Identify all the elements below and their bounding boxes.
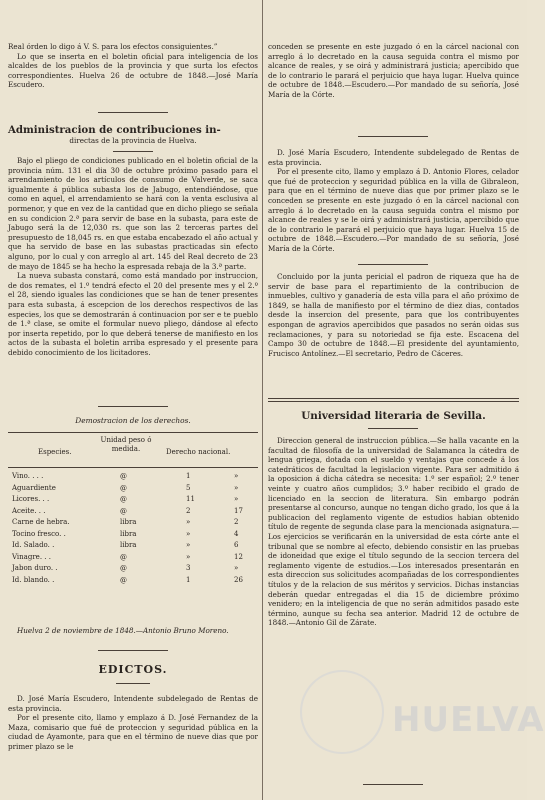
unidad-cell: @: [120, 472, 127, 480]
table-row: [8, 518, 258, 527]
maravedis-cell: »: [234, 472, 239, 480]
section-rule: [98, 406, 168, 407]
univ-body: [268, 436, 519, 628]
unidad-cell: @: [120, 575, 127, 584]
edictos-heading: [8, 664, 258, 676]
especie-cell: Tocino fresco. .: [12, 529, 66, 538]
table-header: [8, 434, 258, 466]
unidad-cell: @: [120, 483, 127, 492]
maravedis-cell: »: [234, 483, 239, 492]
reales-cell: 3: [186, 564, 191, 572]
intro-paragraph: Lo que se inserta en el boletin oficial para inteligencia de los alcaldes de los pueblos de la provincia y que surta los efectos correspondientes. Huelva 26 de octubre de 1848.—José María Escudero.: [8, 51, 258, 90]
section-rule: [98, 112, 168, 113]
section-rule: [116, 683, 150, 684]
especie-cell: Carne de hebra.: [12, 518, 70, 526]
reales-cell: 2: [186, 506, 191, 515]
admin-paragraph: La nueva subasta constará, como está mandado por instruccion, de dos remates, el 1.º tendrá efecto el 20 del presente mes y el 2.º el 28, siendo iguales las condiciones que se han de tener presentes para esta subasta, á escepcion de los derechos respectivos de las especies, los que se demostrarán á continuacion por ser e te pueblo de 1.ª clase, se omite el formular nuevo pliego, dándose al efecto por inserta repetido, por lo que deberá tenerse de manifiesto en los actos de la subasta el boletin arriba espresado y el presente para debido conocimiento de los licitadores.: [8, 271, 258, 357]
edictos-paragraph: Por el presente cito, llamo y emplazo á D. José Fernandez de la Maza, comisario que fué de proteccion y seguridad pública en la ciudad de Ayamonte, para que en el término de nueve dias que por primer plazo se le: [8, 713, 258, 751]
continuation-paragraph: conceden se presente en este juzgado ó en la cárcel nacional con arreglo á lo decretado en la causa seguida contra el mismo por alcance de reales, y se oirá y administrará justicia; apercibido que de lo contrario le parará el perjuicio que haya lugar. Huelva quince de octubre de 1848.—Escudero.—Por mandado de su señoría, José María de la Córte.: [268, 42, 519, 99]
especie-cell: Licores. . .: [12, 495, 50, 503]
section-rule: [368, 428, 418, 429]
intro-line: Real órden lo digo á V. S. para los efectos consiguientes.”: [8, 42, 218, 51]
table-row: [8, 541, 258, 550]
padron-paragraph: Concluido por la junta pericial el padron de riqueza que ha de servir de base para el repartimiento de la contribucion de inmuebles, cultivo y ganadería de esta villa para el año próximo de 1849, se halla de manifiesto por el término de diez dias, contados desde la insercion del presente, para que los contribuyentes espongan de agravios apercibidos que pasados no serán oidas sus reclamaciones, y para su notoriedad se fija este. Escacena del Campo 30 de octubre de 1848.—El presidente del ayuntamiento, Frucisco Antolínez.—El secretario, Pedro de Cáceres.: [268, 272, 519, 358]
admin-title: Administracion de contribuciones in-: [8, 124, 221, 136]
admin-body: [8, 156, 258, 357]
table-footer-block: [8, 626, 258, 636]
especie-cell: Id. Salado. .: [12, 541, 55, 549]
especie-cell: Id. blando. .: [12, 575, 55, 584]
table-row: [8, 484, 258, 493]
section-rule: [268, 401, 519, 402]
admin-heading: [8, 124, 258, 145]
header-especies: Especies.: [38, 448, 72, 456]
table-header-rule: [8, 467, 258, 468]
reales-cell: »: [186, 552, 191, 561]
especie-cell: Aceite. . .: [12, 506, 46, 515]
section-rule: [358, 264, 428, 265]
especie-cell: Aguardiente: [12, 483, 56, 492]
padron-section: [268, 272, 519, 358]
reales-cell: »: [186, 541, 191, 549]
table-row: [8, 495, 258, 504]
univ-heading: [268, 410, 519, 422]
section-rule: [363, 784, 423, 785]
edictos-body: [8, 694, 258, 752]
header-derecho: Derecho nacional.: [166, 448, 231, 456]
reales-cell: 11: [186, 495, 195, 503]
section-rule: [358, 136, 428, 137]
watermark-text: HUELVA: [392, 700, 545, 740]
unidad-cell: @: [120, 552, 127, 561]
admin-paragraph: Bajo el pliego de condiciones publicado en el boletin oficial de la provincia núm. 131 el dia 30 de octubre próximo pasado para el arrendamiento de los artículos de consumo de Valverde, se saca igualmente á pública subasta los de Jabugo, entendiéndose, que como en aquel, el arrendamiento se hará con la venta esclusiva al pormenor, y que en vez de la cantidad que en dicho pliego se señala en su condicion 2.ª para servir de base en la subasta, para este de Jabugo será la de 12,030 rs. que son las 2 terceras partes del presupuesto de 18,045 rs. en que estaba encabezado el año actual y que ha servido de base en las subastas practicadas sin efecto alguno, por lo cual y con arreglo al art. 145 del Real decreto de 23 de mayo de 1845 se ha hecho la espresada rebaja de la 3.ª parte.: [8, 156, 258, 271]
unidad-cell: @: [120, 564, 127, 572]
table-footer: Huelva 2 de noviembre de 1848.—Antonio Bruno Moreno.: [17, 626, 229, 635]
table-top-rule: [8, 432, 258, 433]
reales-cell: »: [186, 518, 191, 526]
section-rule: [268, 398, 519, 399]
edictos-title: EDICTOS.: [98, 663, 168, 676]
unidad-cell: @: [120, 506, 127, 515]
watermark-seal: [300, 670, 384, 754]
maravedis-cell: 17: [234, 506, 243, 515]
table-title-block: [8, 416, 258, 425]
maravedis-cell: 2: [234, 518, 239, 526]
reales-cell: 5: [186, 483, 191, 492]
continuation-section: [268, 42, 519, 100]
especie-cell: Jabon duro. .: [12, 564, 58, 572]
maravedis-cell: 12: [234, 552, 243, 561]
edict2-paragraph: D. José María Escudero, Intendente subdelegado de Rentas de esta provincia.: [268, 148, 519, 167]
reales-cell: 1: [186, 575, 191, 584]
edict2-paragraph: Por el presente cito, llamo y emplazo á D. Antonio Flores, celador que fué de proteccion y seguridad pública en la villa de Gibraleon, para que en el término de nueve dias que por primer plazo se le conceden se presente en este juzgado ó en la cárcel nacional con arreglo á lo decretado en la causa seguida contra el mismo por alcance de reales y se le oirá y administrará justicia, apercibido que de lo contrario le parará el perjuicio que haya lugar. Huelva 15 de octubre de 1848.—Escudero.—Por mandado de su señoría, José María de la Córte.: [268, 167, 519, 253]
especie-cell: Vinagre. . .: [12, 552, 51, 561]
unidad-cell: @: [120, 495, 127, 503]
maravedis-cell: 6: [234, 541, 239, 549]
univ-paragraph: Direccion general de instruccion pública.—Se halla vacante en la facultad de filosofía de la universidad de Salamanca la cátedra de lengua griega, dotada con el sueldo y ventajas que concede á los catedráticos de facultad la legislacion vigente. Para ser admitido á la oposicion á dicha cátedra se necesita: 1.º ser español; 2.º tener veinte y cuatro años cumplidos; 3.º haber recibido el grado de licenciado en la seccion de literatura. Sin embargo podrán presentarse al concurso, aunque no tengan dicho grado, los que á la publicacion del reglamento vigente de estudios habian obtenido título de regente de segunda clase para la mencionada asignatura.—Los ejercicios se verificarán en la universidad de esta córte ante el tribunal que se nombre al efecto, debiendo consistir en las pruebas de idoneidad que exige el título segundo de la seccion tercera del reglamento vigente de estudios.—Los interesados presentarán en esta direccion sus solicitudes acompañadas de los correspondientes títulos y de la relacion de sus méritos y servicios. Dichas instancias deberán quedar entregadas el dia 15 de diciembre próximo venidero; en la inteligencia de que no serán admitidos pasado este término, aunque su fecha sea anterior. Madrid 12 de octubre de 1848.—Antonio Gil de Zárate.: [268, 436, 519, 628]
section-rule: [98, 650, 168, 651]
maravedis-cell: 26: [234, 575, 243, 584]
column-divider: [262, 0, 263, 800]
maravedis-cell: 4: [234, 529, 239, 538]
header-unidad: Unidad peso ó medida.: [100, 436, 152, 453]
table-title: Demostracion de los derechos.: [75, 416, 191, 425]
maravedis-cell: »: [234, 495, 239, 503]
table-row: [8, 530, 258, 539]
table-row: [8, 553, 258, 562]
especie-cell: Vino. . . .: [12, 472, 44, 480]
unidad-cell: libra: [120, 518, 137, 526]
reales-cell: »: [186, 529, 191, 538]
edictos-paragraph: D. José María Escudero, Intendente subdelegado de Rentas de esta provincia.: [8, 694, 258, 713]
table-row: [8, 472, 258, 481]
unidad-cell: libra: [120, 541, 137, 549]
maravedis-cell: »: [234, 564, 239, 572]
table-row: [8, 507, 258, 516]
admin-subtitle: directas de la provincia de Huelva.: [69, 136, 197, 145]
reales-cell: 1: [186, 472, 191, 480]
edict2-section: [268, 148, 519, 254]
section-rule: [113, 151, 153, 152]
table-row: [8, 564, 258, 573]
intro-section: [8, 42, 258, 90]
unidad-cell: libra: [120, 529, 137, 538]
univ-title: Universidad literaria de Sevilla.: [301, 410, 486, 422]
table-row: [8, 576, 258, 585]
